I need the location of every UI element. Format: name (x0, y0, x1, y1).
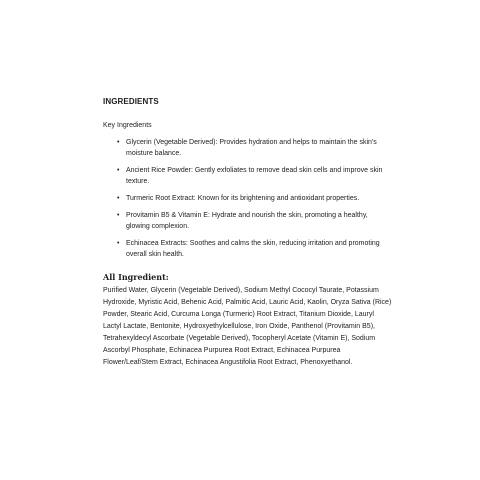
list-item (117, 137, 393, 159)
list-item (117, 210, 393, 232)
key-ingredient-text: Echinacea Extracts: Soothes and calms the skin, reducing irritation and promoting overall skin health. (126, 240, 380, 258)
list-item (117, 238, 393, 260)
list-item (117, 193, 393, 204)
all-ingredients-heading: All Ingredient: (103, 272, 169, 282)
bullet-icon: • (117, 240, 120, 247)
bullet-icon: • (117, 195, 120, 202)
key-ingredient-text: Ancient Rice Powder: Gently exfoliates to remove dead skin cells and improve skin texture. (126, 167, 383, 185)
all-ingredients-text: Purified Water, Glycerin (Vegetable Derived), Sodium Methyl Cococyl Taurate, Potassium Hydroxide, Myristic Acid, Behenic Acid, Palmitic Acid, Lauric Acid, Kaolin, Oryza Sativa (Rice) Powder, Stearic Acid, Curcuma Longa (Turmeric) Root Extract, Titanium Dioxide, Lauryl Lactyl Lactate, Bentonite, Hydroxyethylcellulose, Iron Oxide, Panthenol (Provitamin B5), Tetrahexyldecyl Ascorbate (Vegetable Derived), Tocopheryl Acetate (Vitamin E), Sodium Ascorbyl Phosphate, Echinacea Purpurea Root Extract, Echinacea Purpurea Flower/Leaf/Stem Extract, Echinacea Angustifolia Root Extract, Phenoxyethanol. (103, 287, 392, 366)
list-item (117, 165, 393, 187)
ingredients-content (103, 96, 393, 369)
key-ingredients-heading: Key Ingredients (103, 122, 152, 129)
bullet-icon: • (117, 212, 120, 219)
key-ingredient-text: Provitamin B5 & Vitamin E: Hydrate and nourish the skin, promoting a healthy, glowing complexion. (126, 212, 368, 230)
key-ingredients-list (103, 137, 393, 260)
key-ingredient-text: Turmeric Root Extract: Known for its brightening and antioxidant properties. (126, 195, 360, 202)
bullet-icon: • (117, 139, 120, 146)
ingredients-heading: INGREDIENTS (103, 97, 159, 106)
key-ingredient-text: Glycerin (Vegetable Derived): Provides hydration and helps to maintain the skin's moisture balance. (126, 139, 377, 157)
bullet-icon: • (117, 167, 120, 174)
